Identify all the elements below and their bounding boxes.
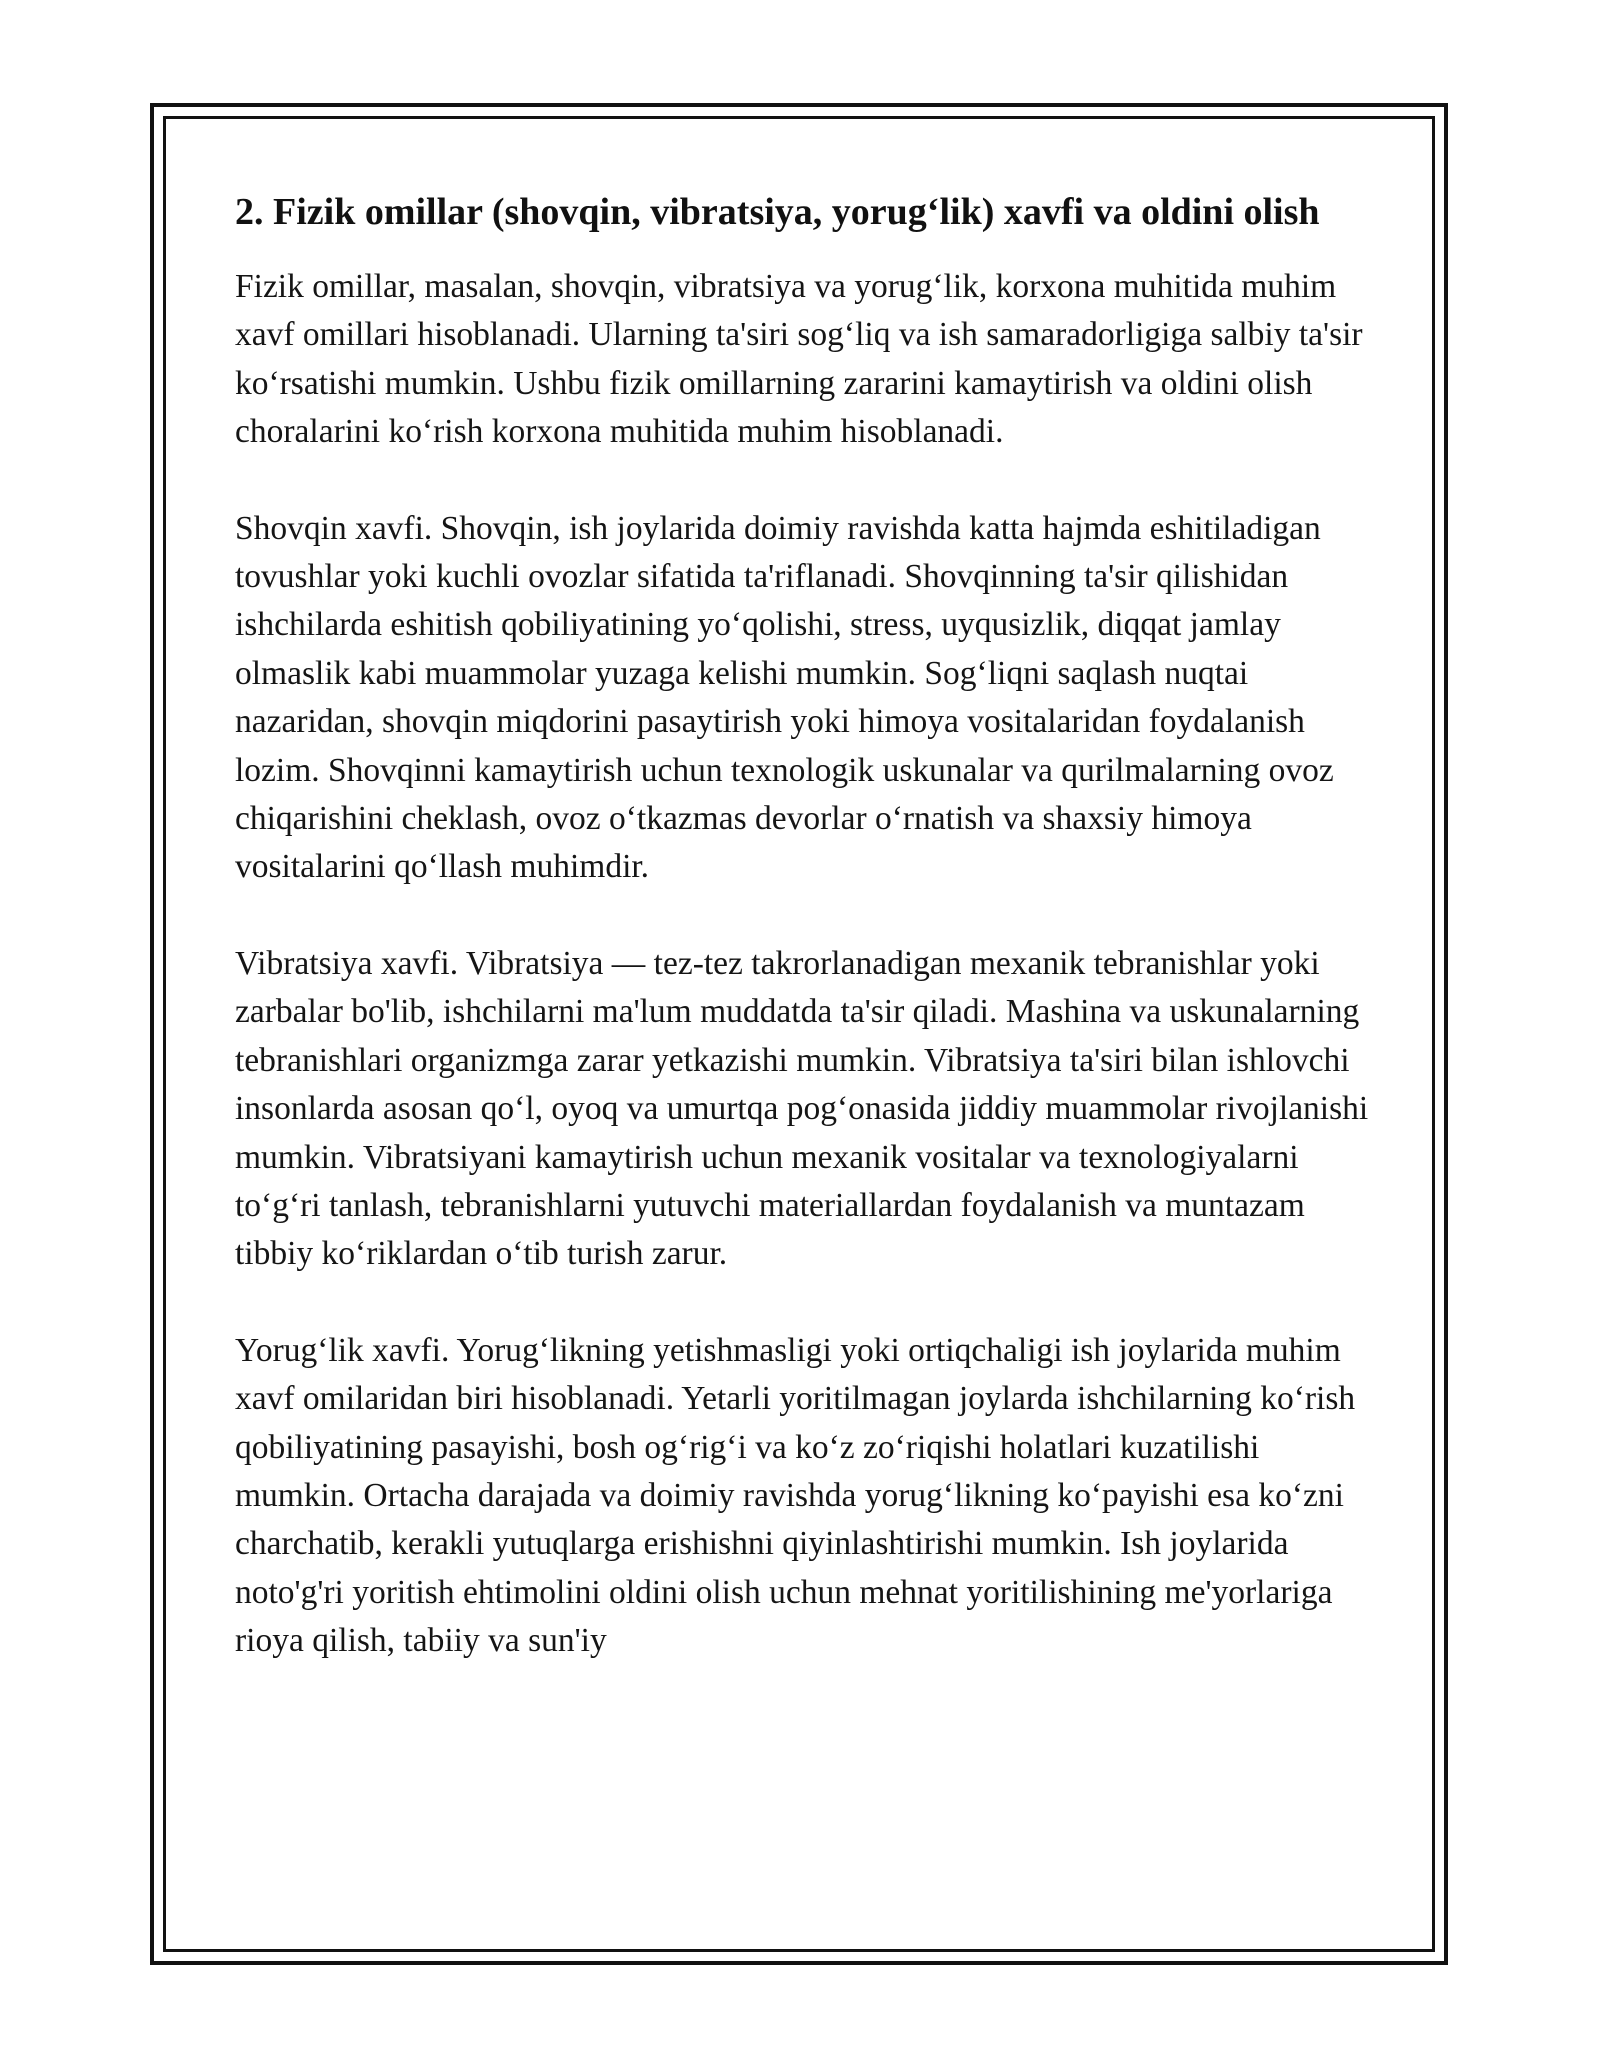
section-heading: 2. Fizik omillar (shovqin, vibratsiya, yorug‘lik) xavfi va oldini olish <box>235 191 1320 233</box>
paragraph-light-hazard: Yorug‘lik xavfi. Yorug‘likning yetishmasligi yoki ortiqchaligi ish joylarida muhim xavf omilaridan biri hisoblanadi. Yetarli yoritilmagan joylarda ishchilarning ko‘rish qobiliyatining pasayishi, bosh og‘rig‘i va ko‘z zo‘riqishi holatlari kuzatilishi mumkin. Ortacha darajada va doimiy ravishda yorug‘likning ko‘payishi esa ko‘zni charchatib, kerakli yutuqlarga erishishni qiyinlashtirishi mumkin. Ish joylarida noto'g'ri yoritish ehtimolini oldini olish uchun mehnat yoritilishining me'yorlariga rioya qilish, tabiiy va sun'iy <box>235 1331 1356 1660</box>
paragraph-vibration-hazard: Vibratsiya xavfi. Vibratsiya — tez-tez takrorlanadigan mexanik tebranishlar yoki zarbalar bo'lib, ishchilarni ma'lum muddatda ta'sir qiladi. Mashina va uskunalarning tebranishlari organizmga zarar yetkazishi mumkin. Vibratsiya ta'siri bilan ishlovchi insonlarda asosan qo‘l, oyoq va umurtqa pog‘onasida jiddiy muammolar rivojlanishi mumkin. Vibratsiyani kamaytirish uchun mexanik vositalar va texnologiyalarni to‘g‘ri tanlash, tebranishlarni yutuvchi materiallardan foydalanish va muntazam tibbiy ko‘riklardan o‘tib turish zarur. <box>235 944 1369 1273</box>
paragraph-intro: Fizik omillar, masalan, shovqin, vibratsiya va yorug‘lik, korxona muhitida muhim xavf omillari hisoblanadi. Ularning ta'siri sog‘liq va ish samaradorligiga salbiy ta'sir ko‘rsatishi mumkin. Ushbu fizik omillarning zararini kamaytirish va oldini olish choralarini ko‘rish korxona muhitida muhim hisoblanadi. <box>235 268 1363 451</box>
document-body <box>235 185 1375 1714</box>
paragraph-noise-hazard: Shovqin xavfi. Shovqin, ish joylarida doimiy ravishda katta hajmda eshitiladigan tovushlar yoki kuchli ovozlar sifatida ta'riflanadi. Shovqinning ta'sir qilishidan ishchilarda eshitish qobiliyatining yo‘qolishi, stress, uyqusizlik, diqqat jamlay olmaslik kabi muammolar yuzaga kelishi mumkin. Sog‘liqni saqlash nuqtai nazaridan, shovqin miqdorini pasaytirish yoki himoya vositalaridan foydalanish lozim. Shovqinni kamaytirish uchun texnologik uskunalar va qurilmalarning ovoz chiqarishini cheklash, ovoz o‘tkazmas devorlar o‘rnatish va shaxsiy himoya vositalarini qo‘llash muhimdir. <box>235 509 1334 886</box>
